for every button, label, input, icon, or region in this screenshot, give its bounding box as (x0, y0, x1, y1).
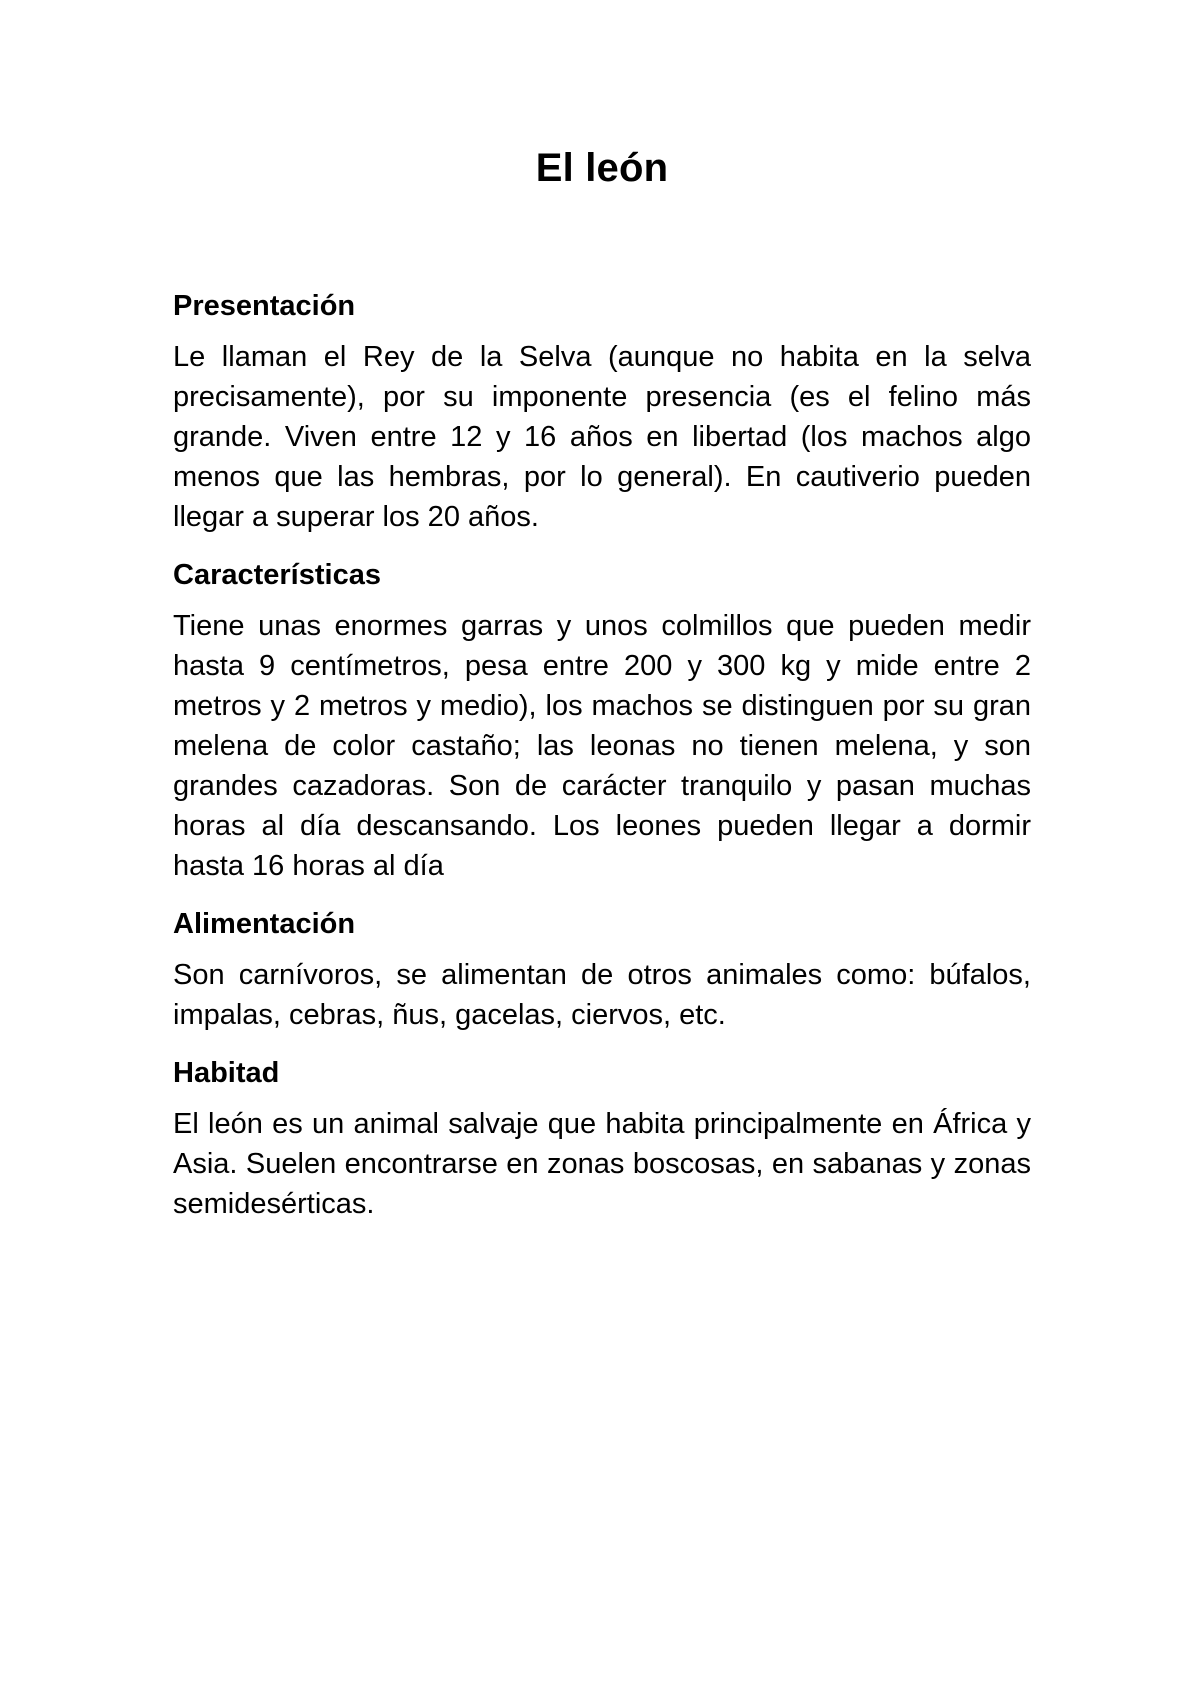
section-presentacion (173, 286, 1031, 537)
section-caracteristicas (173, 555, 1031, 886)
section-body-alimentacion: Son carnívoros, se alimentan de otros animales como: búfalos, impalas, cebras, ñus, gacelas, ciervos, etc. (173, 959, 1031, 1031)
section-body-caracteristicas: Tiene unas enormes garras y unos colmillos que pueden medir hasta 9 centímetros, pesa entre 200 y 300 kg y mide entre 2 metros y 2 metros y medio), los machos se distinguen por su gran melena de color castaño; las leonas no tienen melena, y son grandes cazadoras. Son de carácter tranquilo y pasan muchas horas al día descansando. Los leones pueden llegar a dormir hasta 16 horas al día (173, 610, 1031, 882)
section-heading-habitad: Habitad (173, 1057, 280, 1089)
section-heading-alimentacion: Alimentación (173, 908, 356, 940)
document-content (173, 140, 1031, 1242)
section-alimentacion (173, 904, 1031, 1035)
section-heading-presentacion: Presentación (173, 290, 356, 322)
section-habitad (173, 1053, 1031, 1224)
section-body-habitad: El león es un animal salvaje que habita principalmente en África y Asia. Suelen encontrarse en zonas boscosas, en sabanas y zonas semidesérticas. (173, 1108, 1031, 1220)
section-body-presentacion: Le llaman el Rey de la Selva (aunque no habita en la selva precisamente), por su imponente presencia (es el felino más grande. Viven entre 12 y 16 años en libertad (los machos algo menos que las hembras, por lo general). En cautiverio pueden llegar a superar los 20 años. (173, 341, 1031, 533)
document-title: El león (535, 146, 669, 190)
section-heading-caracteristicas: Características (173, 559, 381, 591)
